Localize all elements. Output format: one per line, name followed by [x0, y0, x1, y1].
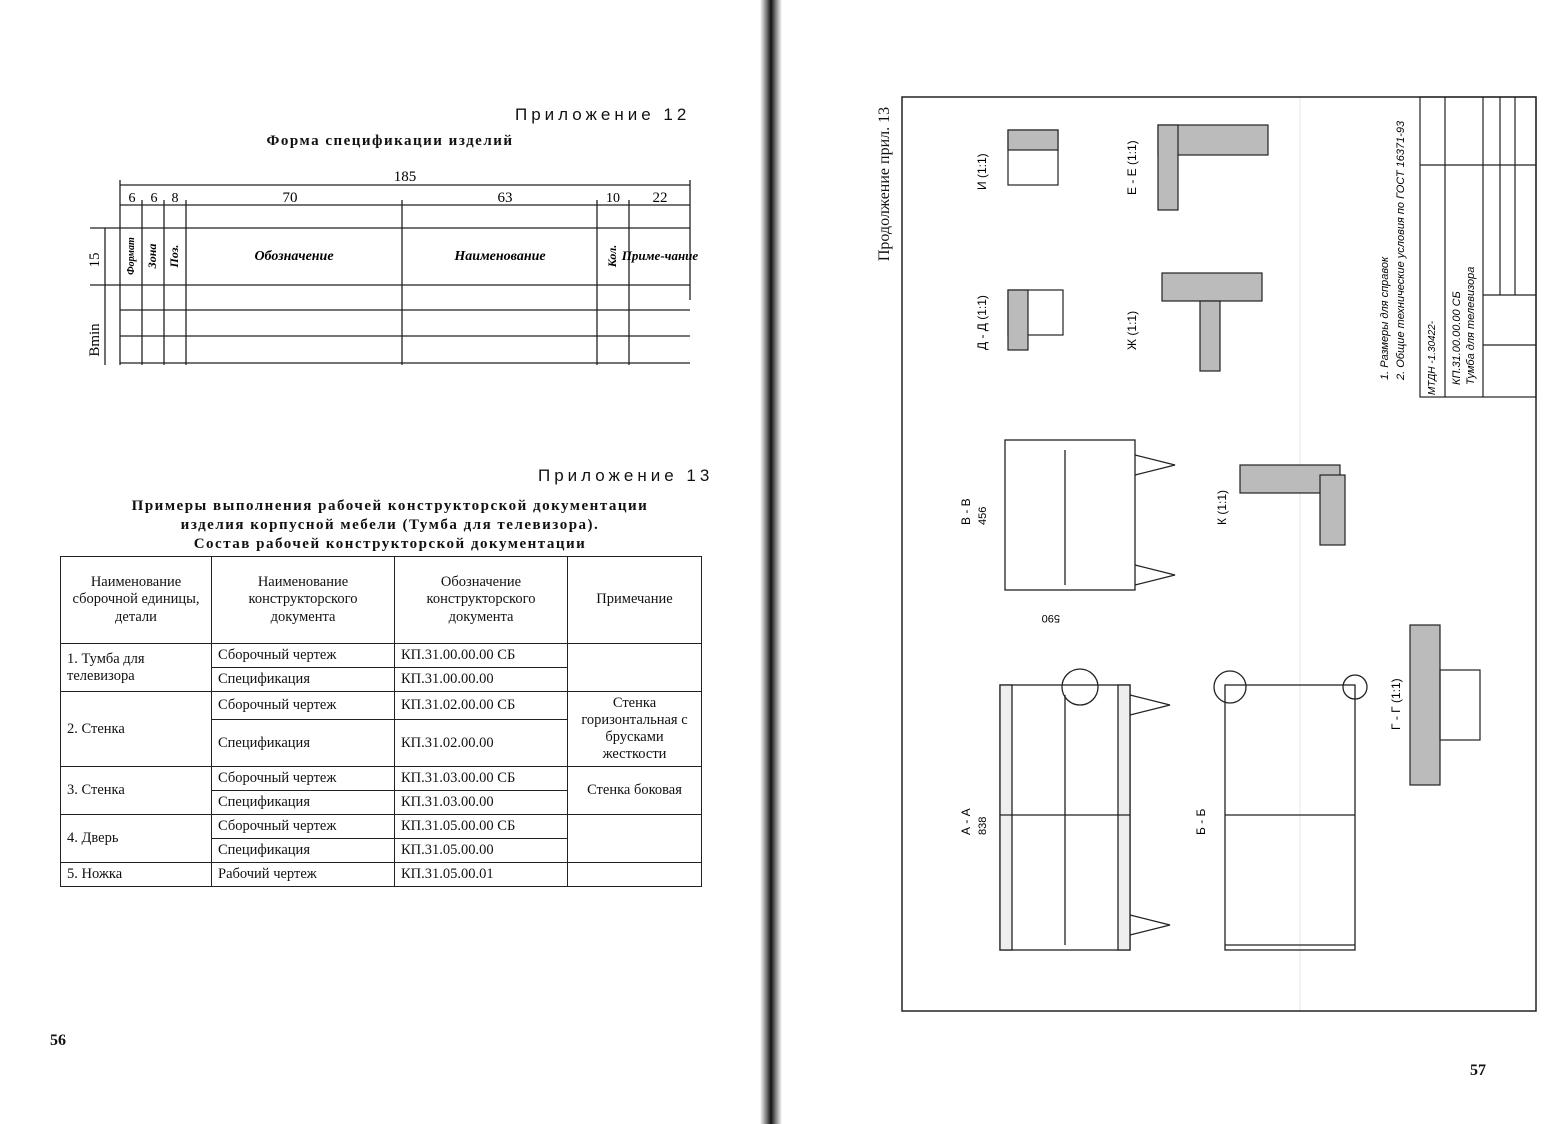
- view-dd: Д - Д (1:1): [975, 295, 989, 350]
- header-note: Примечание: [568, 557, 702, 644]
- designation-cell: КП.31.03.00.00 СБ: [395, 767, 568, 791]
- dim-qty: 10: [606, 191, 620, 206]
- doc-title-line-1: Примеры выполнения рабочей конструкторской документации: [131, 498, 649, 514]
- detail-i: [1008, 130, 1058, 185]
- view-ee: Е - Е (1:1): [1125, 140, 1139, 195]
- dim-838: 838: [977, 816, 989, 835]
- designation-cell: КП.31.05.00.00: [395, 839, 568, 863]
- header-unit: Наименование сборочной единицы, детали: [61, 557, 212, 644]
- section-aa: [1000, 669, 1170, 950]
- designation-cell: КП.31.02.00.00: [395, 720, 568, 767]
- designation-cell: КП.31.05.00.00 СБ: [395, 815, 568, 839]
- book-spine: [760, 0, 782, 1124]
- detail-zh: [1162, 273, 1262, 371]
- col-qty: Кол.: [605, 244, 619, 268]
- detail-gg: [1410, 625, 1480, 785]
- assembly-drawing: [900, 95, 1540, 1015]
- table-header-row: [61, 557, 702, 644]
- col-note: Приме-чание: [621, 248, 699, 263]
- doc-type-cell: Сборочный чертеж: [212, 644, 395, 668]
- header-doc-name: Наименование конструкторского документа: [212, 557, 395, 644]
- note-cell: Стенка горизонтальная с брусками жесткости: [568, 692, 702, 767]
- dim-total: 185: [393, 169, 417, 185]
- table-row: [61, 767, 702, 791]
- note-cell: [568, 863, 702, 887]
- designation-cell: КП.31.00.00.00 СБ: [395, 644, 568, 668]
- title-org: МТДН -1.30422-: [1427, 320, 1438, 395]
- view-i: И (1:1): [975, 153, 989, 190]
- view-aa: А - А: [959, 808, 973, 835]
- section-vv: [1005, 440, 1175, 590]
- note-cell: [568, 644, 702, 692]
- designation-cell: КП.31.02.00.00 СБ: [395, 692, 568, 720]
- dim-format: 6: [128, 191, 136, 206]
- side-caption-box: [870, 95, 900, 285]
- view-gg: Г - Г (1:1): [1389, 678, 1403, 730]
- designation-cell: КП.31.05.00.01: [395, 863, 568, 887]
- dim-note: 22: [652, 190, 668, 206]
- page-number-right: 57: [1470, 1062, 1486, 1079]
- spec-form-title: Форма спецификации изделий: [266, 133, 514, 149]
- doc-type-cell: Сборочный чертеж: [212, 692, 395, 720]
- designation-cell: КП.31.03.00.00: [395, 791, 568, 815]
- doc-type-cell: Спецификация: [212, 791, 395, 815]
- doc-type-cell: Спецификация: [212, 668, 395, 692]
- dim-590: 590: [1041, 612, 1060, 624]
- doc-type-cell: Сборочный чертеж: [212, 767, 395, 791]
- note-cell: Стенка боковая: [568, 767, 702, 815]
- col-pos: Поз.: [167, 244, 181, 268]
- right-page: [790, 0, 1561, 1124]
- appendix-12-heading: Приложение 12: [515, 105, 691, 124]
- header-designation: Обозначение конструкторского документа: [395, 557, 568, 644]
- dim-zone: 6: [150, 191, 158, 206]
- dim-name: 63: [497, 190, 513, 206]
- dim-456: 456: [977, 506, 989, 525]
- left-page: [0, 0, 770, 1124]
- title-name: Тумба для телевизора: [1465, 266, 1477, 385]
- col-designation: Обозначение: [254, 249, 334, 264]
- doc-type-cell: Рабочий чертеж: [212, 863, 395, 887]
- col-format: Формат: [126, 237, 137, 275]
- unit-cell: 2. Стенка: [61, 692, 212, 767]
- side-caption: Продолжение прил. 13: [876, 106, 893, 262]
- note-1: 1. Размеры для справок: [1379, 256, 1391, 380]
- unit-cell: 5. Ножка: [61, 863, 212, 887]
- detail-k: [1240, 465, 1345, 545]
- table-row: [61, 815, 702, 839]
- spec-form-drawing: [80, 160, 700, 375]
- col-zone: Зона: [145, 243, 159, 269]
- doc-type-cell: Сборочный чертеж: [212, 815, 395, 839]
- designation-cell: КП.31.00.00.00: [395, 668, 568, 692]
- section-bb: [1214, 671, 1367, 950]
- page-number-left: 56: [50, 1032, 66, 1049]
- unit-cell: 4. Дверь: [61, 815, 212, 863]
- note-cell: [568, 815, 702, 863]
- view-k: К (1:1): [1215, 490, 1229, 525]
- doc-title: [90, 497, 690, 554]
- view-bb: Б - Б: [1194, 808, 1208, 835]
- appendix-13-heading: Приложение 13: [538, 466, 714, 485]
- title-code: КП.31.00.00.00 СБ: [1451, 291, 1463, 385]
- unit-cell: 1. Тумба для телевизора: [61, 644, 212, 692]
- table-row: [61, 692, 702, 720]
- unit-cell: 3. Стенка: [61, 767, 212, 815]
- col-name: Наименование: [454, 249, 546, 264]
- view-zh: Ж (1:1): [1125, 310, 1139, 350]
- view-vv: В - В: [959, 498, 973, 525]
- doc-title-line-2: изделия корпусной мебели (Тумба для телевизора).: [180, 517, 600, 533]
- dim-bmin: Bmin: [87, 323, 103, 357]
- doc-type-cell: Спецификация: [212, 839, 395, 863]
- detail-dd: [1008, 290, 1063, 350]
- drawing-frame: [902, 97, 1536, 1011]
- table-row: [61, 863, 702, 887]
- dim-pos: 8: [171, 191, 179, 206]
- note-2: 2. Общие технические условия по ГОСТ 16371-93: [1395, 120, 1407, 380]
- detail-ee: [1158, 125, 1268, 210]
- dim-header-height: 15: [87, 252, 103, 268]
- table-row: [61, 644, 702, 668]
- dim-designation: 70: [282, 190, 298, 206]
- doc-composition-table: [60, 556, 702, 887]
- doc-title-line-3: Состав рабочей конструкторской документации: [193, 536, 587, 552]
- doc-type-cell: Спецификация: [212, 720, 395, 767]
